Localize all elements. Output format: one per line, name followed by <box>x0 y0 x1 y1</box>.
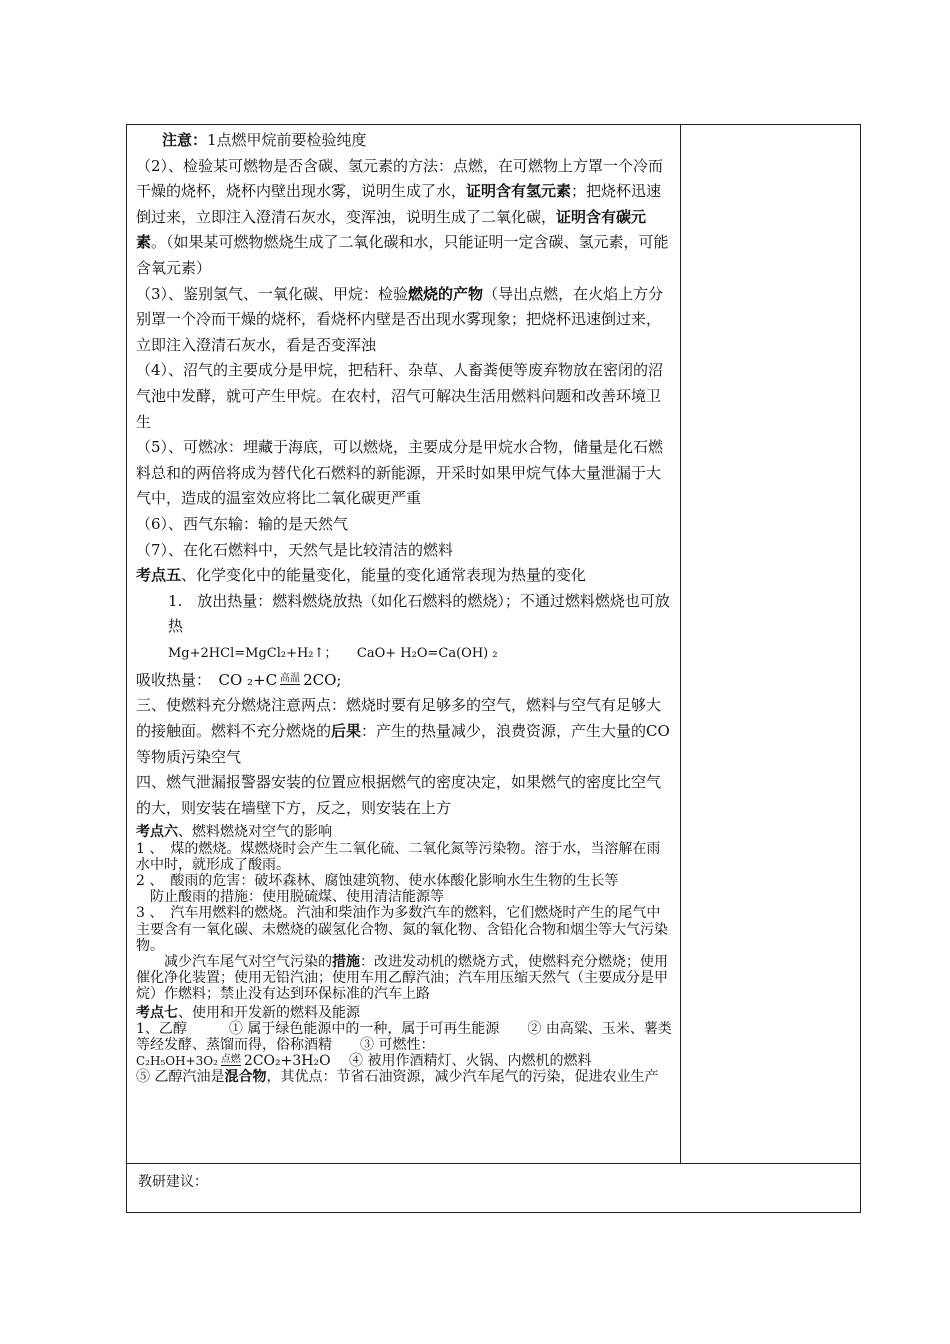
san-bold: 后果 <box>331 722 362 741</box>
section-6-label: 考点六 <box>136 824 178 841</box>
combustion-condition <box>221 1055 241 1068</box>
san-text-a: 三、使燃料充分燃烧注意两点：燃烧时要有足够多的空气，燃料与空气有足够大的接触面。燃料不充分燃烧的 <box>136 696 662 741</box>
condition-bar <box>280 684 300 687</box>
section-6-item-2b: 防止酸雨的措施：使用脱硫煤、使用清洁能源等 <box>150 889 444 906</box>
paragraph-san <box>136 693 674 770</box>
section-6-item-1: 1 、 煤的燃烧。煤燃烧时会产生二氧化硫、二氧化氮等污染物。溶于水，当溶解在雨水中时，就形成了酸雨。 <box>136 840 661 873</box>
section-7-title: 、使用和开发新的燃料及能源 <box>178 1004 360 1021</box>
p2-text-c: ；把烧杯迅速倒过来，立即注入澄清石灰水，变浑浊，说明生成了二氧化碳， <box>136 182 662 226</box>
condition-bar-2 <box>221 1065 241 1068</box>
san-text-c: ：产生的热量减少，浪费资源，产生大量的CO等物质污染空气 <box>136 722 670 766</box>
section-6-item-3: 3 、 汽车用燃料的燃烧。汽油和柴油作为多数汽车的燃料，它们燃烧时产生的尾气中主要含有一氧化碳、未燃烧的碳氢化合物、氮的氧化物、含铅化合物和烟尘等大气污染物。 <box>136 905 668 954</box>
absorb-label: 吸收热量： CO ₂+C <box>136 670 278 689</box>
row-divider <box>127 1163 860 1164</box>
paragraph-2 <box>136 154 674 282</box>
k6-4-text-a: 减少汽车尾气对空气污染的 <box>164 954 332 971</box>
equation-exothermic: Mg+2HCl=MgCl₂+H₂↑； CaO+ H₂O=Ca(OH) ₂ <box>168 645 498 661</box>
eq-reactants: C₂H₅OH+3O₂ <box>136 1054 218 1069</box>
absorb-product: 2CO; <box>303 670 342 689</box>
p2-text-e: 。（如果某可燃物燃烧生成了二氧化碳和水，只能证明一定含碳、氢元素，可能含氧元素） <box>136 233 669 277</box>
eq-products: 2CO₂+3H₂O ④ 被用作酒精灯、火锅、内燃机的燃料 <box>243 1053 592 1070</box>
lesson-table <box>126 124 861 1213</box>
section-7-heading <box>136 1005 674 1021</box>
condition-ignite: 点燃 <box>220 1053 241 1065</box>
p2-text-a: （2）、检验某可燃物是否含碳、氢元素的方法：点燃，在可燃物上方罩一个冷而干燥的烧杯，烧杯内壁出现水雾，说明生成了水， <box>136 156 664 201</box>
section-5-item-1: 1. 放出热量：燃料燃烧放热（如化石燃料的燃烧）；不通过燃料燃烧也可放热 <box>168 591 670 636</box>
k7-5-text-a: ⑤ 乙醇汽油是 <box>136 1069 225 1086</box>
k6-4-text-c: ：改进发动机的燃烧方式，使燃料充分燃烧；使用催化净化装置；使用无铅汽油；使用车用乙醇汽油；汽车用压缩天然气（主要成分是甲烷）作燃料；禁止没有达到环保标准的汽车上路 <box>136 954 668 1003</box>
section-6-title: 、燃料燃烧对空气的影响 <box>178 824 332 841</box>
section-6-heading <box>136 824 674 840</box>
paragraph-7: （7）、在化石燃料中，天然气是比较清洁的燃料 <box>136 540 454 559</box>
paragraph-si: 四、燃气泄漏报警器安装的位置应根据燃气的密度决定，如果燃气的密度比空气的大，则安装在墙壁下方，反之，则安装在上方 <box>136 773 662 817</box>
reaction-condition <box>280 674 300 687</box>
p2-bold-b: 证明含有氢元素 <box>466 182 572 201</box>
note-text: 1点燃甲烷前要检验纯度 <box>207 131 367 149</box>
p3-text-c: （导出点燃，在火焰上方分别罩一个冷而干燥的烧杯，看烧杯内壁是否出现水雾现象；把烧杯迅速倒过来，立即注入澄清石灰水，看是否变浑浊 <box>136 284 664 354</box>
p3-text-a: （3）、鉴别氢气、一氧化碳、甲烷：检验 <box>136 284 409 303</box>
paragraph-6: （6）、西气东输：输的是天然气 <box>136 514 349 533</box>
absorb-heat-line <box>136 668 674 694</box>
research-suggestion-label: 教研建议： <box>138 1174 208 1190</box>
section-5-title: 、化学变化中的能量变化，能量的变化通常表现为热量的变化 <box>181 566 587 585</box>
column-divider <box>680 125 681 1163</box>
section-7-item-5 <box>136 1069 674 1085</box>
section-6-item-2: 2 、 酸雨的危害：破坏森林、腐蚀建筑物、使水体酸化影响水生生物的生长等 <box>136 873 619 890</box>
condition-high-temp: 高温 <box>280 673 301 685</box>
paragraph-4: （4）、沼气的主要成分是甲烷，把秸秆、杂草、人畜粪便等废弃物放在密闭的沼气池中发酵，就可产生甲烷。在农村，沼气可解决生活用燃料问题和改善环境卫生 <box>136 361 664 431</box>
paragraph-5: （5）、可燃冰：埋藏于海底，可以燃烧，主要成分是甲烷水合物，储量是化石燃料总和的两倍将成为替代化石燃料的新能源，开采时如果甲烷气体大量泄漏于大气中，造成的温室效应将比二氧化碳更严重 <box>136 438 664 508</box>
section-7-item-1: 1、乙醇 ① 属于绿色能源中的一种，属于可再生能源 ② 由高粱、玉米、薯类等经发酵、蒸馏而得，俗称酒精 ③ 可燃性： <box>136 1020 672 1054</box>
p2-bold-d: 证明含有碳元素 <box>136 207 647 252</box>
k7-5-bold: 混合物 <box>224 1069 267 1086</box>
note-label: 注意： <box>162 131 208 149</box>
k7-5-text-c: ，其优点：节省石油资源，减少汽车尾气的污染，促进农业生产 <box>266 1069 659 1086</box>
k6-4-bold: 措施 <box>332 954 360 971</box>
paragraph-3 <box>136 282 674 359</box>
main-content-cell <box>136 128 674 1086</box>
section-7-label: 考点七 <box>136 1004 178 1021</box>
section-6-item-4 <box>136 954 674 1003</box>
p3-bold-b: 燃烧的产物 <box>408 284 484 303</box>
section-5-label: 考点五 <box>136 566 182 585</box>
ethanol-equation <box>136 1053 674 1069</box>
section-5-heading <box>136 563 674 589</box>
note-line <box>136 128 674 154</box>
